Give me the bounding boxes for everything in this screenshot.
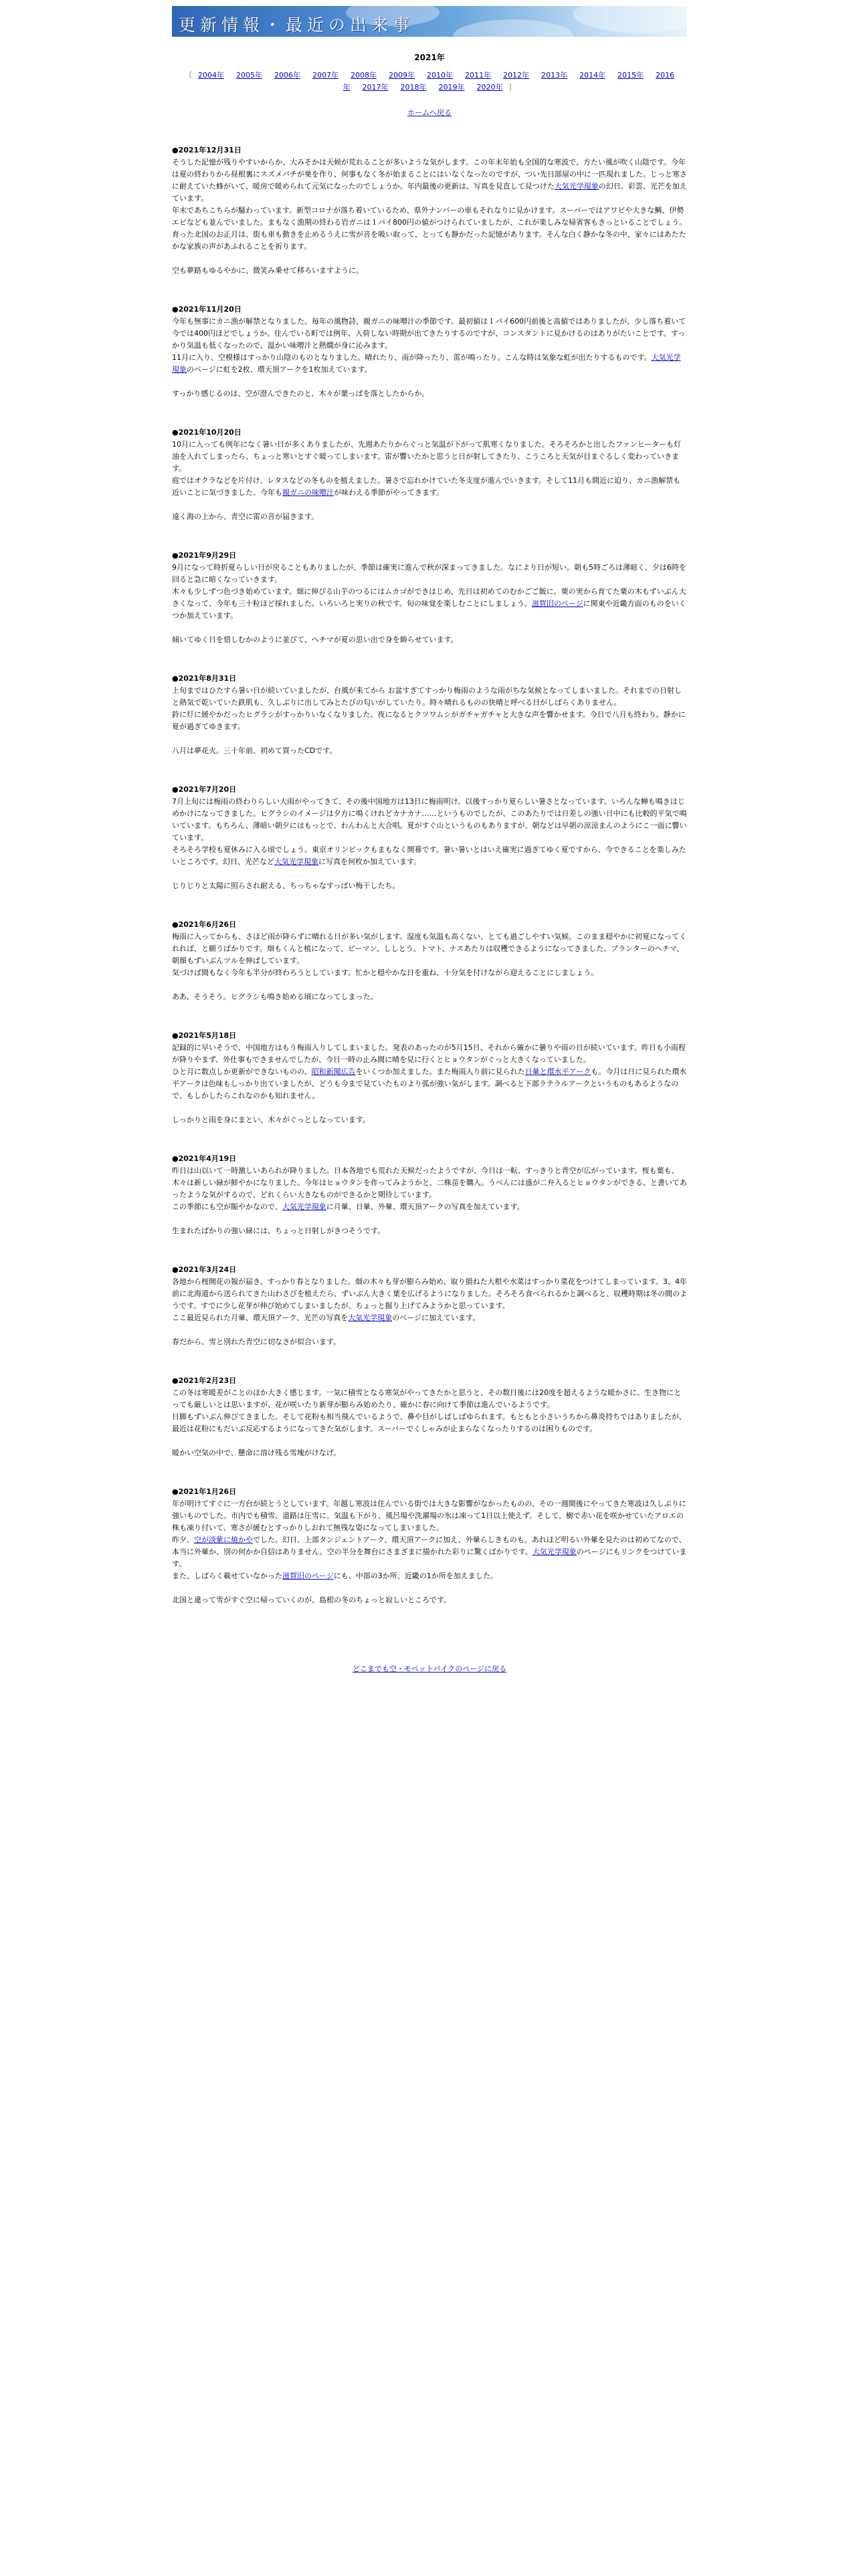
page-title: 2021年	[414, 53, 445, 62]
nav-bracket-close: 〕	[508, 83, 516, 92]
entry-date: ●2021年12月31日	[172, 146, 242, 154]
year-link-2010[interactable]: 2010年	[427, 71, 453, 80]
entry-date: ●2021年6月26日	[172, 920, 237, 929]
entry-link[interactable]: 大気光学現象	[274, 857, 319, 866]
entry-link[interactable]: 大気光学現象	[554, 182, 599, 191]
entry-date: ●2021年8月31日	[172, 674, 237, 683]
entry-text: 年末であちこちらが騒わっています。新型コロナが落ち着いているため、県外ナンバーの車もそれなりに見かけます。スーパーではアワビや大きな鯛、伊勢エビなども並んでいました。まもなく漁期の終わる岩ガニは１パイ800円の値がつけられていましたが、これが楽しみな帰省客もきっといることでしょう。	[172, 206, 686, 227]
diary-entry	[172, 1264, 687, 1348]
entry-paragraph	[172, 1165, 687, 1201]
entry-paragraph	[172, 1042, 687, 1066]
entry-text: 11月に入り、空模様はすっかり山陰のものとなりました。晴れたり、雨が降ったり、雷が鳴ったり。こんな時は気象な虹が出たりするものです。	[172, 353, 652, 362]
nav-bracket-open: 〔	[185, 71, 192, 80]
footer-link-wrap	[172, 1663, 687, 1674]
diary-entry	[172, 1030, 687, 1126]
year-link-2012[interactable]: 2012年	[503, 71, 529, 80]
year-link-2013[interactable]: 2013年	[541, 71, 567, 80]
year-link-2009[interactable]: 2009年	[389, 71, 415, 80]
year-navigation	[182, 70, 677, 94]
entry-closing-line: しっかりと雨を身にまとい、木々がぐっとしなっています。	[172, 1115, 370, 1124]
entry-date: ●2021年3月24日	[172, 1265, 237, 1274]
year-link-2006[interactable]: 2006年	[274, 71, 300, 80]
entry-paragraph	[172, 562, 687, 586]
year-link-2020[interactable]: 2020年	[476, 83, 503, 92]
diary-entry	[172, 1153, 687, 1237]
entry-text: 木々も少しずつ色づき始めています。畑に伸びる山芋のつるにはムカゴができはじめ、先日は初めてのむかごご飯に。栗の実から育てた栗の木もずいぶん大きくなって、今年も三十粒ほど採れました。いろいろと実りの秋です。旬の味覚を楽しむことにしましょう。	[172, 587, 686, 608]
entry-link[interactable]: 滋賀旧のページ	[282, 1572, 334, 1580]
entry-paragraph	[172, 709, 687, 733]
entry-text: また、しばらく載せていなかった	[172, 1572, 282, 1580]
entry-text: に月暈、日暈、外暈、環天頂アークの写真を加えています。	[326, 1202, 524, 1211]
entry-text: この季節にも空が賑やかなので、	[172, 1202, 282, 1211]
entry-text: 上旬まではひたすら暑い日が続いていましたが、台風が来てから お盆すぎてすっかり梅雨のような雨がちな気候となってしまいました。それまでの日射しと熱気で乾いていた鉄肌も、久しぶりに出してみとたびの匂いがしていたり。時々晴れるものの快晴と呼べる日がしばらくありません。	[172, 686, 682, 707]
year-link-2011[interactable]: 2011年	[465, 71, 491, 80]
entry-link[interactable]: 大気光学現象	[348, 1313, 393, 1322]
entry-paragraph	[172, 844, 687, 868]
entry-text: 10月に入っても例年になく暑い日が多くありましたが、先週あたりからぐっと気温が下がって肌寒くなりました。そろそろかと出したファンヒーターも灯油を入れてしまったら、ちょっと寒いとすぐ暖ってしまいます。雷が響いたかと思うと日が射してきたり、こうころと天気が目まぐるしく変わっていきます。	[172, 440, 682, 473]
entry-text: が味わえる季節がやってきます。	[334, 488, 444, 497]
entry-text: も。今月は日に見られた環水平アークは色味もしっかり出ていましたが、どうも今まで見ていたものより弧が強い気がします。調べると下部ラテラルアークというものもあるようなので、もしかしたらこれなのかも知れません。	[172, 1067, 687, 1100]
entry-paragraph	[172, 1066, 687, 1102]
entry-link[interactable]: 空が淡紫に焼かや	[194, 1535, 253, 1544]
entry-text: 記録的に早いそうで、中国地方はもう梅雨入りしてしまいました。発表のあったのが5月15日、それから確かに曇りや雨の日が続いています。昨日も小雨程が降りやまず、外仕事もできませんでしたが、今日一時の止み間に晴を見に行くとヒョウタンがぐっと大きくなっていました。	[172, 1043, 686, 1064]
entry-closing-line: 暖かい空気の中で、懸命に溶け残る雪塊がけなげ。	[172, 1448, 341, 1457]
year-link-2005[interactable]: 2005年	[236, 71, 262, 80]
diary-entry	[172, 550, 687, 646]
year-link-2015[interactable]: 2015年	[617, 71, 644, 80]
year-link-2016[interactable]: 2016年	[343, 71, 674, 92]
entry-paragraph	[172, 967, 687, 979]
entry-text: をいくつか加えました。また梅雨入り前に見られた	[355, 1067, 525, 1076]
year-link-2007[interactable]: 2007年	[312, 71, 339, 80]
entry-text: の幻日、彩雲、光芒を加えています。	[172, 182, 687, 203]
entry-text: ひと月に数点しか更新ができないものの、	[172, 1067, 312, 1076]
entry-text: 9月になって時折夏らしい日が戻ることもありましたが、季節は確実に進んで秋が深まってきました。なにより日が短い。朝も5時ごろは薄暗く、夕は6時を回ると急に暗くなっていきます。	[172, 563, 686, 584]
entry-text: そうした記憶が残りやすいからか、大みそかは天候が荒れることが多いような気がします。この年末年始も全国的な寒波で、方たい風が吹く山陰です。今年は夏の終わりから昼根裏にスズメバチが巣を作り、何事もなく冬が始まることにはいなくなったのですが、つい先日部屋の中に一匹現れました。じっと寒さに耐えていた蜂がいて、暖房で暖められて元気になったのでしょうか。年内最後の更新は、写真を見直して見つけた	[172, 158, 687, 191]
entry-text: 7月上旬には梅雨の終わりらしい大雨がやってきて、その後中国地方は13日に梅雨明け。以後すっかり夏らしい暑さとなっています。いろんな蝉も鳴きはじめかけになってきました。ヒグラシのイメージは夕方に鳴くけれどカナカナ……というものでしたが、このあたりでは日差しの強い日中にも比較的平気で鳴いています。もちろん、薄暗い朝夕にはもっとで、わんわんと大合唱。夏がすぐ山というものもありますが、朝などは早朝の涼涼まんのようにこ一面に響いています。	[172, 797, 687, 842]
entry-paragraph	[172, 316, 687, 352]
diary-entry	[172, 1375, 687, 1459]
entry-paragraph	[172, 352, 687, 376]
entry-text: 気づけば間もなく今年も半分が終わろうとしています。忙かと穏やかな日を重ね、十分気を付けながら迎えることにしましょう。	[172, 968, 599, 977]
entry-paragraph	[172, 205, 687, 229]
entry-paragraph	[172, 685, 687, 709]
entry-closing-line: 八月は夢花火。三十年前、初めて買ったCDです。	[172, 746, 337, 755]
entry-paragraph	[172, 796, 687, 844]
entry-paragraph	[172, 439, 687, 475]
entry-text: 梅雨に入ってからも、さほど雨が降らずに晴れる日が多い気がします。湿度も気温も高くない、とても過ごしやすい気候。このまま穏やかに初夏になってくれれば、と願うばかりです。畑もくんと植になって、ピーマン、ししとう、トマト、ナスあたりは収穫できるようになってきました。プランターのヘチマ、朝顔もずいぶんツルを伸ばしています。	[172, 932, 687, 965]
home-link[interactable]: ホームへ戻る	[407, 108, 452, 117]
entry-date: ●2021年11月20日	[172, 305, 242, 314]
entry-text: 各地から桜開花の報が届き、すっかり春となりました。畑の木々も芽が膨らみ始め、取り損ねた大根や水菜はすっかり菜花をつけてしまっています。3、4年前に北海道から送られてきた山わさびを植えたら、ずいぶん大きく葉を広げるようになりました。そろそろ食べられるかと調べると、収穫時期は冬の間のようです。すでに少し花芽が伸び始めてしまいましたが、ちょっと掘り上げてみようかと思っています。	[172, 1277, 687, 1310]
entry-text: 昨日は山以いて一時激しいあられが降りました。日本各地でも荒れた天候だったようですが、今日は一転、すっきりと青空が広がっています。桜も葉も、木々は新しい緑が鮮やかになりました。今年はヒョウタンを作ってみようかと、二株苗を購入。うべんには盛が二弁入るとヒョウタンができる、と書いてあったような気がするので、どれくらい大きなものができるかと期待しています。	[172, 1166, 687, 1199]
diary-entry	[172, 784, 687, 892]
entry-date: ●2021年10月20日	[172, 428, 242, 437]
entry-date: ●2021年1月26日	[172, 1487, 237, 1496]
diary-entry	[172, 919, 687, 1003]
entry-link[interactable]: 大気光学現象	[172, 353, 681, 374]
entry-link[interactable]: 滋賀旧のページ	[531, 599, 583, 608]
entry-text: にも、中部の3か所、近畿の1か所を加えました。	[333, 1572, 498, 1580]
header-banner	[172, 6, 687, 37]
entry-text: 日脚もずいぶん伸びてきました。そして花粉も相当飛んでいるようで、鼻や目がしばしばゆられます。もともと小さいうちから鼻炎持ちではありましたが、最近は花粉にもだいぶ反応するようになってきた気がします。スーパーでくしゃみが止まらなくなったりするのは困りものです。	[172, 1412, 686, 1433]
entry-closing-line: 空も夢路もゆるやかに、微笑み乗せて移ろいますように。	[172, 266, 363, 275]
entry-closing-line: 春だから、雪と別れた青空に切なさが似合います。	[172, 1337, 341, 1346]
entry-date: ●2021年7月20日	[172, 785, 237, 794]
entry-paragraph	[172, 1276, 687, 1312]
entry-closing-line: 傾いてゆく日を惜しむかのように並びて、ヘチマが夏の思い出で身を飾らせています。	[172, 635, 458, 644]
entry-paragraph	[172, 586, 687, 622]
entry-paragraph	[172, 156, 687, 205]
entry-closing-line: すっかり感じるのは、空が澄んできたのと、木々が葉っぱを落としたからか。	[172, 389, 430, 398]
entry-closing-line: ああ、そうそう。ヒグラシも鳴き始める頃になってしまった。	[172, 992, 378, 1001]
entry-paragraph	[172, 1534, 687, 1570]
entry-link[interactable]: 大気光学現象	[532, 1547, 577, 1556]
entry-closing-line: 生まれたばかりの強い緑には、ちょっと日射しがきつそうです。	[172, 1226, 385, 1235]
entry-date: ●2021年4月19日	[172, 1154, 237, 1163]
entry-closing-line: 北国と違って雪がすぐ空に帰っていくのが、島根の冬のちょっと寂しいところです。	[172, 1596, 452, 1604]
diary-entry	[172, 1486, 687, 1606]
site-title: 更新情報・最近の出来事	[179, 15, 415, 35]
year-link-2018[interactable]: 2018年	[400, 83, 427, 92]
year-link-2004[interactable]: 2004年	[198, 71, 224, 80]
entry-paragraph	[172, 229, 687, 253]
entry-text: に関東や近畿方面のものをいくつか加えています。	[172, 599, 686, 620]
year-link-2008[interactable]: 2008年	[351, 71, 377, 80]
entry-paragraph	[172, 475, 687, 499]
entry-text: この冬は寒暖差がことのほか大きく感じます。一気に積雪となる寒気がやってきたかと思うと、その数日後には20度を超えるような暖かさに。生き物にとっても厳しいとは思いますが、花が咲いたり新芽が膨らみ始めたり、確かに春に向けて季節は進んでいるようです。	[172, 1388, 682, 1409]
entry-paragraph	[172, 1570, 687, 1582]
diary-entry	[172, 144, 687, 277]
diary-entry	[172, 427, 687, 523]
home-link-wrap	[172, 107, 687, 118]
year-link-2017[interactable]: 2017年	[362, 83, 389, 92]
entry-text: のページに加えています。	[392, 1313, 480, 1322]
diary-entry	[172, 673, 687, 757]
entry-closing-line: じりじりと太陽に照らされ耐える、ちっちゃなすっぱい梅干したち。	[172, 881, 400, 890]
entry-text: そろそろ学校も夏休みに入る頃でしょう。東京オリンピックもまもなく開幕です。暑い暑いとはいえ確実に過ぎてゆく夏ですから、今できることを楽しみたいところです。幻日、光芒など	[172, 845, 686, 866]
entry-link[interactable]: 日暈と環水平アーク	[524, 1067, 591, 1076]
entries-list	[172, 144, 687, 1606]
entry-paragraph	[172, 1387, 687, 1411]
year-link-2019[interactable]: 2019年	[438, 83, 465, 92]
entry-text: 年が明けてすぐに一方台が続とうとしています。年越し寒波は住んでいる街では大きな影響がなかったものの、その一週間後にやってきた寒波は久しぶりに強いものでした。市内でも積雪、道路は圧雪に。気温も下がり、風呂場や洗濯場の氷は凍って1日以上使えず。そして、樹で赤い花を咲かせていたアロエの株も凍り付いて、寒さが緩むとすっかりしおれて無残な姿になってしまいました。	[172, 1499, 686, 1532]
year-link-2014[interactable]: 2014年	[579, 71, 605, 80]
entry-paragraph	[172, 1201, 687, 1213]
entry-text: 昨夕、	[172, 1535, 194, 1544]
entry-text: のページに虹を2枚、環天頂アークを1枚加えています。	[187, 365, 372, 374]
back-to-top-link[interactable]: どこまでも空・モペットバイクのページに戻る	[352, 1665, 507, 1673]
page	[172, 0, 687, 1674]
entry-paragraph	[172, 931, 687, 967]
entry-link[interactable]: 昭和新聞広告	[311, 1067, 356, 1076]
entry-link[interactable]: 大気光学現象	[282, 1202, 326, 1211]
entry-text: 庭ではオクラなどを片付け、レタスなどの冬ものを植えました。暑さで忘れかけていた冬支度が進んでいきます。そして11月も間近に迫り、カニ漁解禁も近いことに気づきました。今年も	[172, 476, 681, 497]
entry-paragraph	[172, 1498, 687, 1534]
entry-link[interactable]: 親ガニの味噌汁	[282, 488, 334, 497]
entry-date: ●2021年9月29日	[172, 551, 237, 560]
entry-text: 今年も無事にカニ漁が解禁となりました。毎年の風物詩、親ガニの味噌汁の季節です。最初値は１パイ600円前後と高値ではありましたが、少し落ち着いて今では400円ほどでしょうか。住んでいる町では例年、入荷しない時期が出てきたりするのですが、コンスタントに見かけるのはありがたいことです。すっかり気温も低くなったので、温かい味噌汁と熱燗が身に沁みます。	[172, 317, 686, 350]
entry-text: 育った北国のお正月は、街も車も動きを止めるうえに雪が音を吸い取って、とっても静かだった記憶があります。そんな白く静かな冬の中、家々にはあたたかな家族の声があふれることを祈ります。	[172, 230, 686, 251]
entry-closing-line: 遠く海の上から、青空に雷の音が届きます。	[172, 512, 319, 521]
entry-paragraph	[172, 1411, 687, 1435]
diary-entry	[172, 304, 687, 400]
entry-paragraph	[172, 1312, 687, 1324]
entry-text: でした。幻日、上部タンジェントアーク、環天頂アークに加え、外暈らしきものも。あれほど明るい外暈を見たのは初めてなので、本当に外暈か、別の何かか自信はありません。空の半分を舞台にさまざまに描かれた彩りに驚くばかりです。	[172, 1535, 686, 1556]
entry-text: のページにもリンクをつけています。	[172, 1547, 687, 1568]
entry-text: ここ最近見られた月暈、環天頂アーク、光芒の写真を	[172, 1313, 349, 1322]
entry-date: ●2021年2月23日	[172, 1376, 237, 1385]
entry-text: 鈴に灯に緩やかだったヒグラシがすっかりいなくなりました。夜になるとクツワムシがガチャガチャと大きな声を響かせます。今日で八月も終わり。静かに夏が過ぎてゆきます。	[172, 710, 686, 731]
entry-date: ●2021年5月18日	[172, 1031, 237, 1040]
entry-text: に写真を何枚か加えています。	[318, 857, 421, 866]
